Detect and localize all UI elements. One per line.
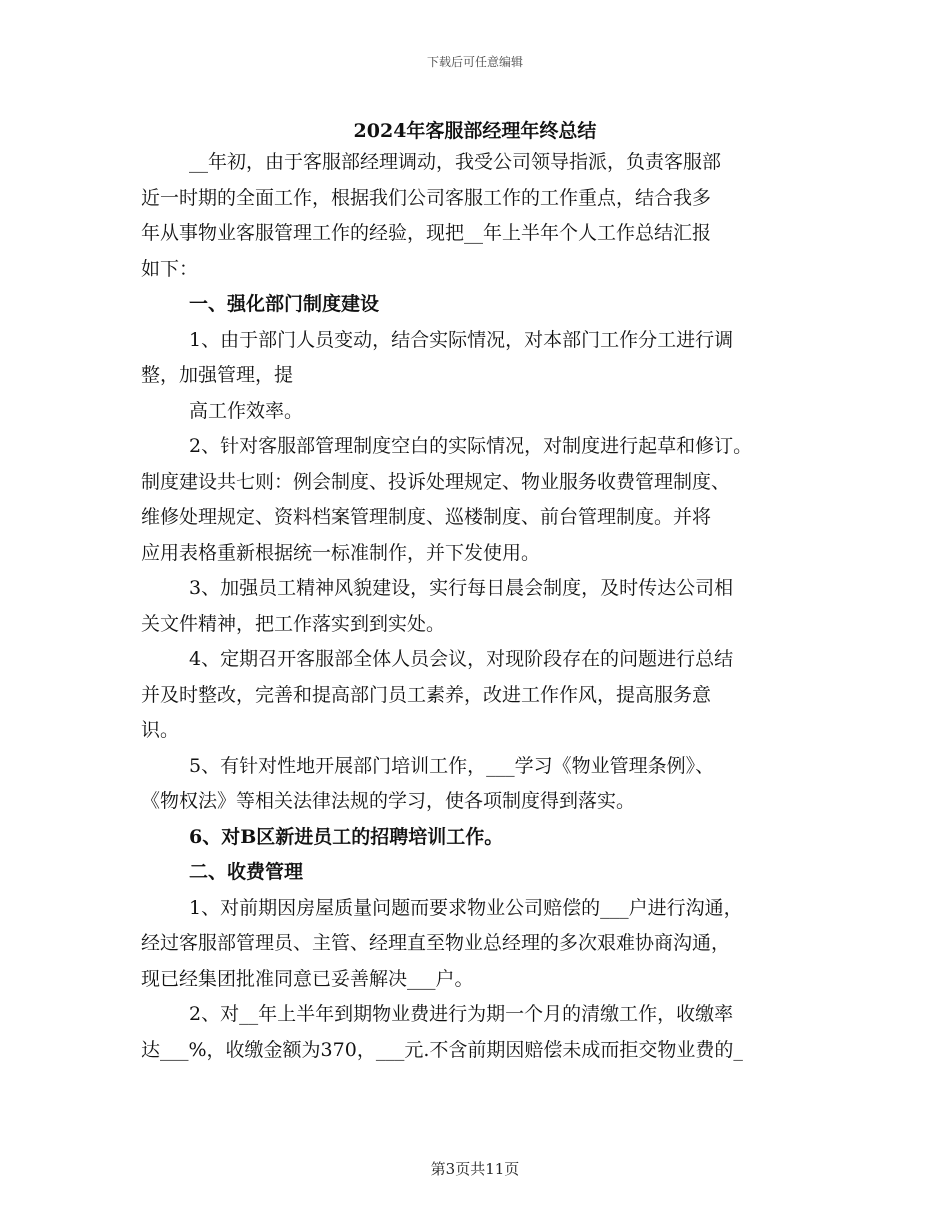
paragraph-line: 如下： xyxy=(141,257,199,280)
paragraph-line: 达___%，收缴金额为370，___元.不含前期因赔偿未成而拒交物业费的_ xyxy=(141,1038,743,1061)
paragraph-line: 关文件精神，把工作落实到到实处。 xyxy=(141,612,446,635)
paragraph-line: 近一时期的全面工作，根据我们公司客服工作的工作重点，结合我多 xyxy=(141,186,712,209)
section-heading: 一、强化部门制度建设 xyxy=(189,293,380,315)
paragraph-line: 《物权法》等相关法律法规的学习，使各项制度得到落实。 xyxy=(141,790,636,812)
paragraph-line: 现已经集团批准同意已妥善解决___户。 xyxy=(141,967,474,990)
paragraph-line: 2、针对客服部管理制度空白的实际情况，对制度进行起草和修订。 xyxy=(189,435,753,457)
paragraph-line: 整，加强管理，提 xyxy=(141,364,294,386)
document-body xyxy=(141,145,831,1068)
paragraph-line: 年从事物业客服管理工作的经验，现把__年上半年个人工作总结汇报 xyxy=(141,222,712,244)
paragraph-line: 3、加强员工精神风貌建设，实行每日晨会制度，及时传达公司相 xyxy=(189,577,734,599)
paragraph-line: 5、有针对性地开展部门培训工作，___学习《物业管理条例》、 xyxy=(189,754,715,777)
paragraph-line: 并及时整改，完善和提高部门员工素养，改进工作作风，提高服务意 xyxy=(141,683,712,706)
page-header: 下载后可任意编辑 xyxy=(426,55,523,69)
paragraph-line: 2、对__年上半年到期物业费进行为期一个月的清缴工作，收缴率 xyxy=(189,1003,734,1025)
paragraph-line: 1、对前期因房屋质量问题而要求物业公司赔偿的___户进行沟通， xyxy=(189,896,743,919)
page-footer: 第3页共11页 xyxy=(430,1160,520,1178)
paragraph-line: 4、定期召开客服部全体人员会议，对现阶段存在的问题进行总结 xyxy=(189,648,734,670)
paragraph-line: __年初，由于客服部经理调动，我受公司领导指派，负责客服部 xyxy=(189,151,722,173)
paragraph-line: 1、由于部门人员变动，结合实际情况，对本部门工作分工进行调 xyxy=(189,328,734,351)
paragraph-line: 高工作效率。 xyxy=(189,399,304,422)
paragraph-line: 经过客服部管理员、主管、经理直至物业总经理的多次艰难协商沟通， xyxy=(141,932,731,954)
document-title: 2024年客服部经理年终总结 xyxy=(353,120,597,142)
paragraph-line: 应用表格重新根据统一标准制作，并下发使用。 xyxy=(141,541,541,564)
section-heading: 6、对B区新进员工的招聘培训工作。 xyxy=(189,825,504,848)
paragraph-line: 识。 xyxy=(141,719,180,741)
section-heading: 二、收费管理 xyxy=(189,861,304,883)
paragraph-line: 制度建设共七则：例会制度、投诉处理规定、物业服务收费管理制度、 xyxy=(141,470,731,493)
paragraph-line: 维修处理规定、资料档案管理制度、巡楼制度、前台管理制度。并将 xyxy=(141,506,712,528)
